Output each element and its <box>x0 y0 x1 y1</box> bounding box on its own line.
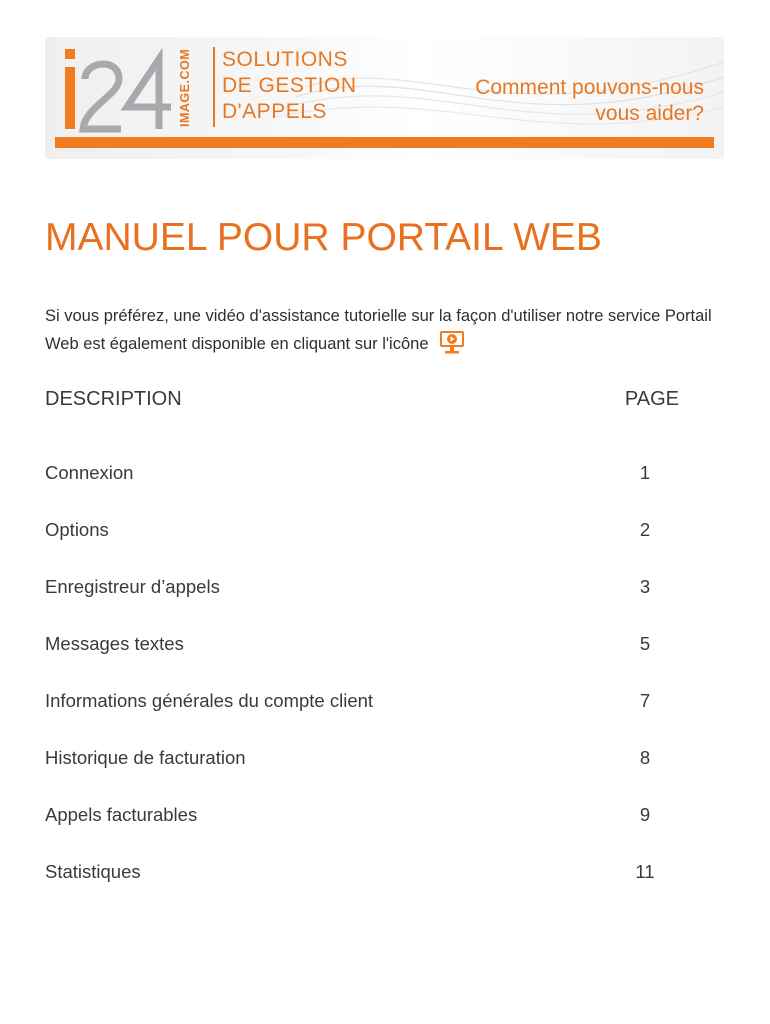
toc-row[interactable] <box>45 515 665 572</box>
toc-row-label: Enregistreur d’appels <box>45 576 220 597</box>
page-title: MANUEL POUR PORTAIL WEB <box>45 216 602 259</box>
solutions-line-1: SOLUTIONS <box>222 48 348 71</box>
toc-row-label: Messages textes <box>45 633 184 654</box>
toc-row-label: Connexion <box>45 462 134 483</box>
table-of-contents <box>45 458 665 914</box>
toc-header-description: DESCRIPTION <box>45 388 182 410</box>
tagline-line-2: vous aider? <box>595 102 704 125</box>
logo-subtext: IMAGE.COM <box>178 48 192 127</box>
toc-row-page: 9 <box>639 804 651 825</box>
toc-row[interactable] <box>45 800 665 857</box>
toc-row-page: 1 <box>639 462 651 483</box>
toc-row-label: Historique de facturation <box>45 747 246 768</box>
toc-row[interactable] <box>45 458 665 515</box>
toc-row[interactable] <box>45 572 665 629</box>
intro-paragraph <box>45 304 725 363</box>
toc-row-page: 8 <box>639 747 651 768</box>
toc-header-page: PAGE <box>624 388 679 410</box>
intro-text: Si vous préférez, une vidéo d'assistance tutorielle sur la façon d'utiliser notre service Portail Web est également disponible en cliquant sur l'icône <box>45 307 712 353</box>
toc-row-page: 11 <box>635 861 655 882</box>
toc-header <box>45 388 679 411</box>
toc-row-label: Appels facturables <box>45 804 198 825</box>
tagline-line-1: Comment pouvons-nous <box>475 76 704 99</box>
solutions-line-3: D'APPELS <box>222 100 327 123</box>
toc-row-page: 3 <box>639 576 651 597</box>
toc-row-page: 5 <box>639 633 651 654</box>
tagline <box>475 75 704 127</box>
toc-row-page: 2 <box>639 519 651 540</box>
toc-row-label: Statistiques <box>45 861 141 882</box>
banner-divider <box>213 47 215 127</box>
toc-row-page: 7 <box>639 690 651 711</box>
toc-row[interactable] <box>45 743 665 800</box>
toc-row[interactable] <box>45 686 665 743</box>
solutions-text <box>222 47 357 125</box>
toc-row-label: Informations générales du compte client <box>45 690 374 711</box>
banner-orange-bar <box>55 137 714 148</box>
toc-row-label: Options <box>45 519 109 540</box>
solutions-line-2: DE GESTION <box>222 74 357 97</box>
toc-row[interactable] <box>45 857 665 914</box>
toc-row[interactable] <box>45 629 665 686</box>
i24-logo <box>59 45 179 135</box>
video-play-icon[interactable] <box>439 329 465 363</box>
header-banner <box>45 37 724 159</box>
